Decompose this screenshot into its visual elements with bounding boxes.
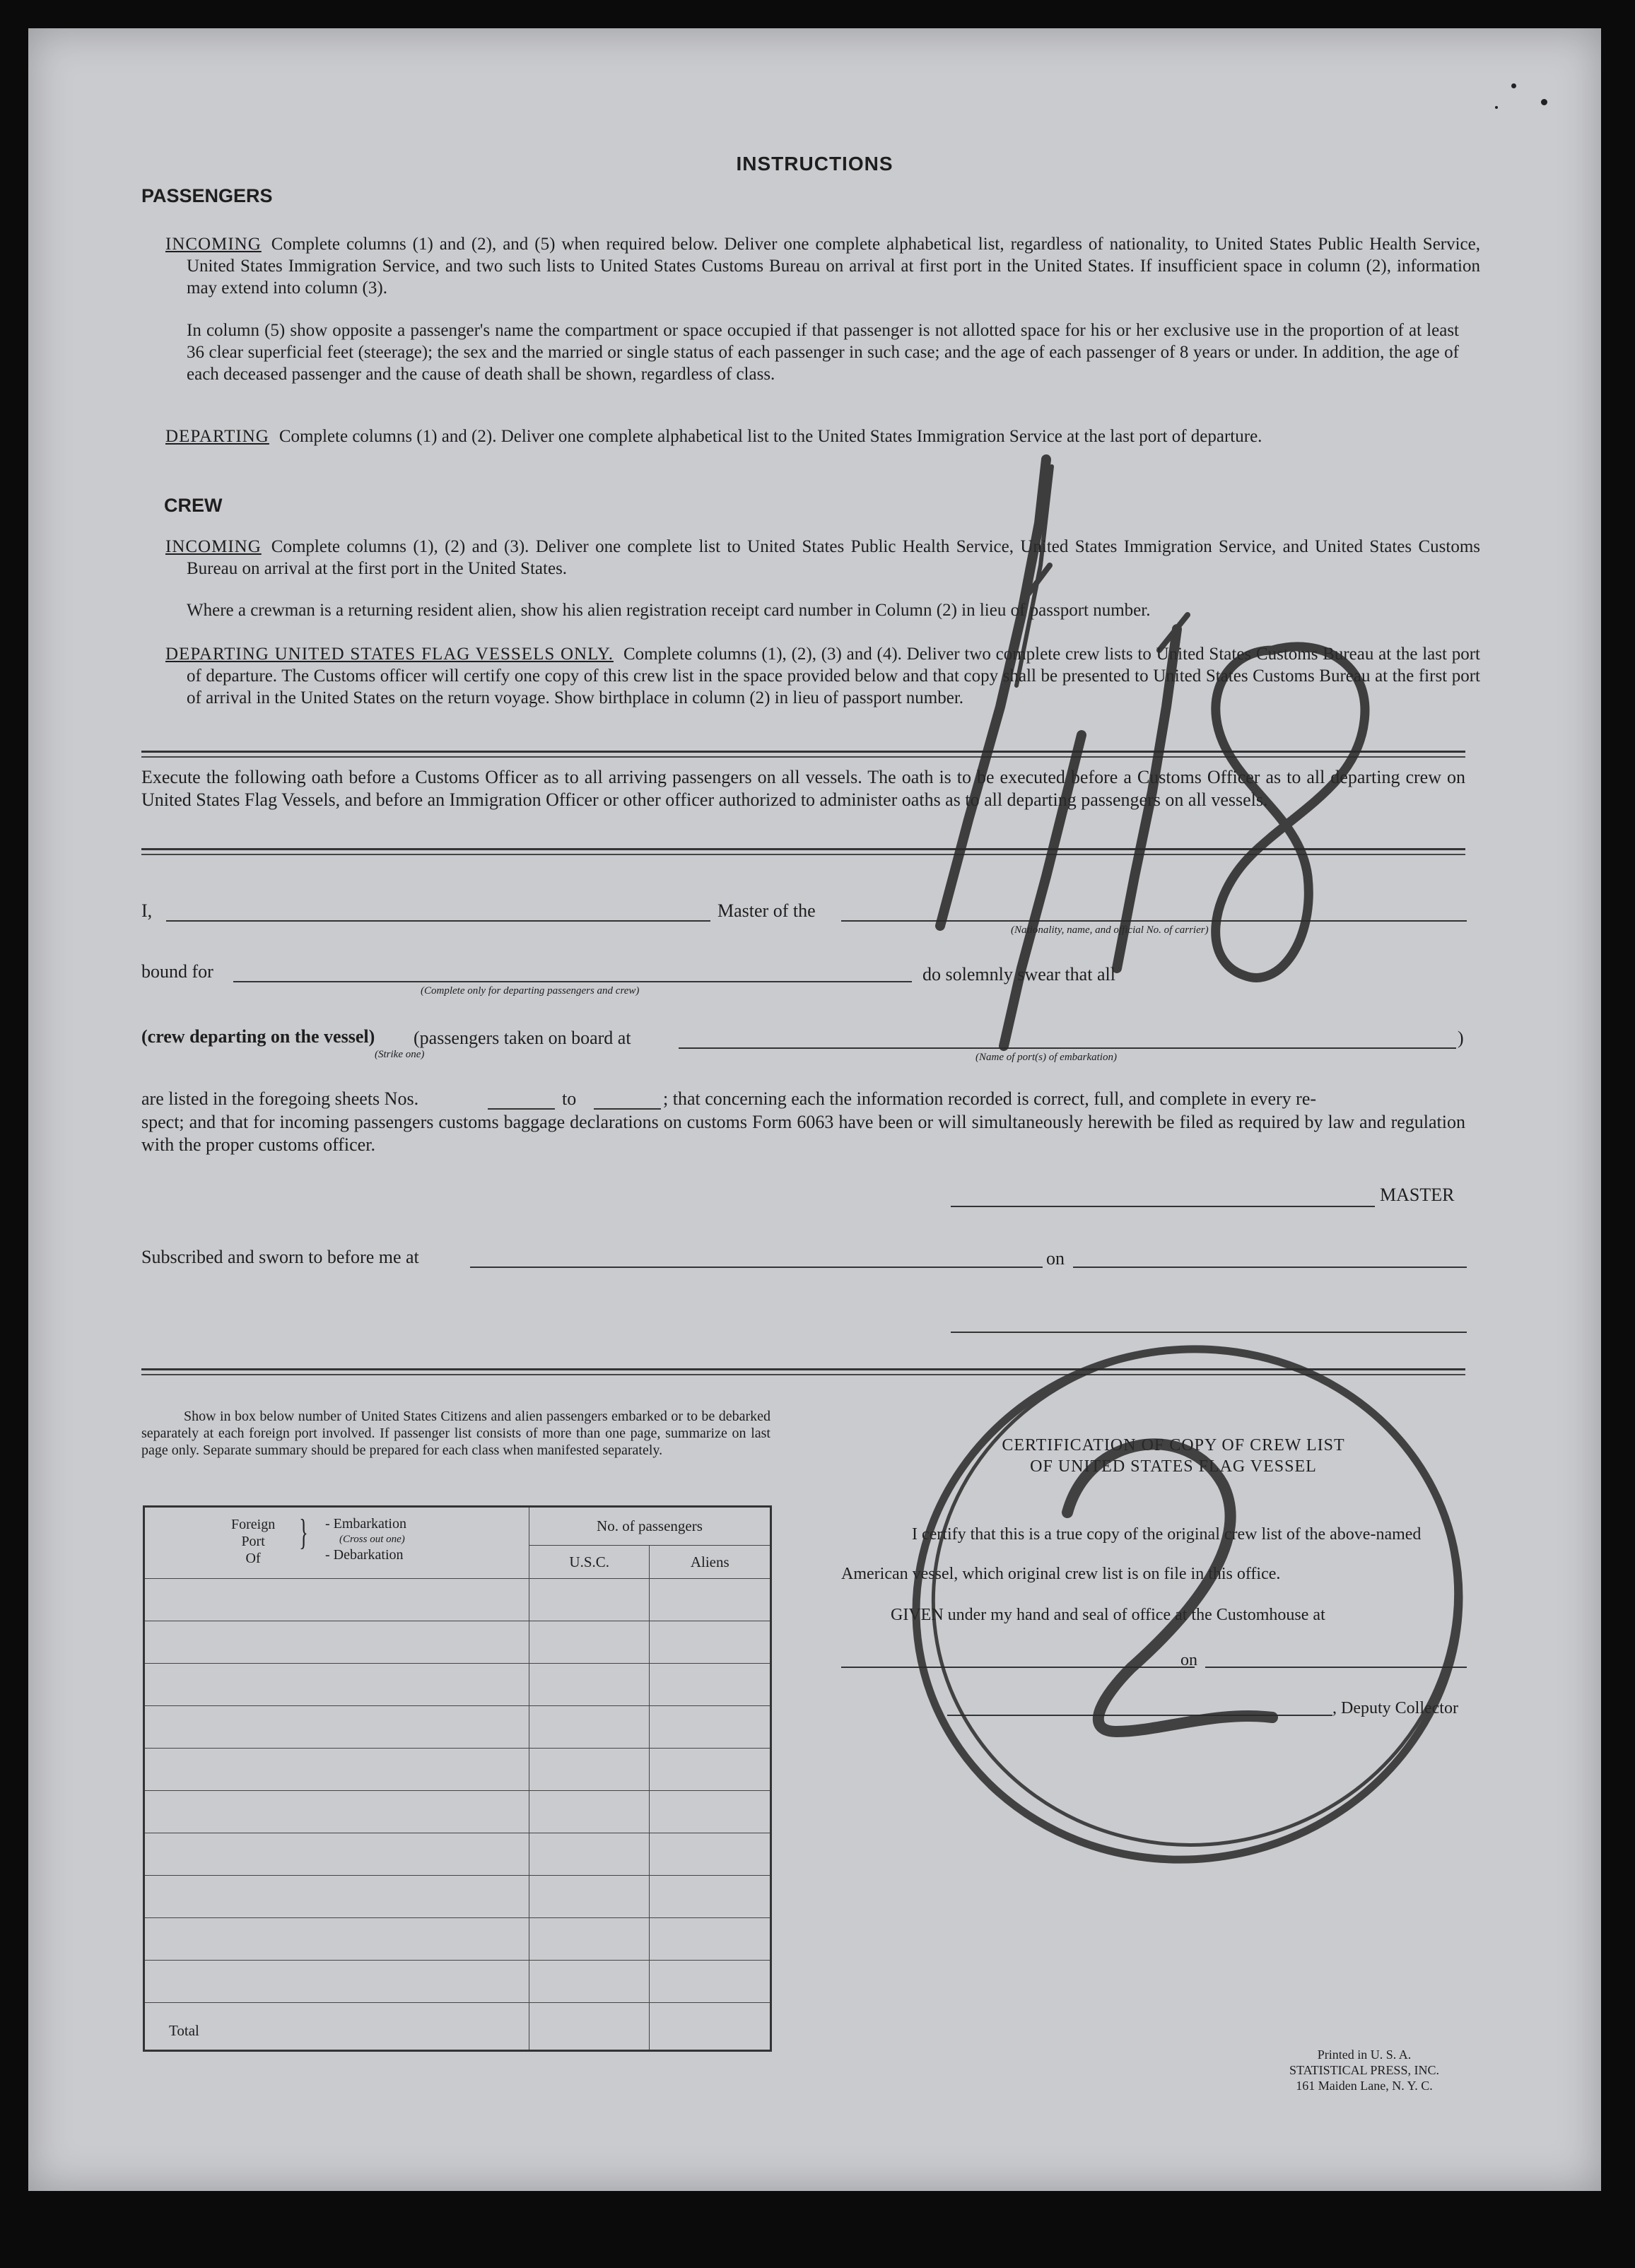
swear-text: do solemnly swear that all — [922, 964, 1115, 985]
speck — [1511, 83, 1516, 88]
crew-departing-instruction — [165, 643, 1480, 709]
section-heading-crew: CREW — [164, 495, 223, 516]
cert-on-label: on — [1180, 1651, 1197, 1669]
divider — [141, 751, 1465, 753]
aliens-total-cell[interactable] — [650, 2003, 771, 2051]
passengers-departing-instruction — [165, 425, 1480, 447]
bound-for-label: bound for — [141, 961, 213, 982]
listed-text-a: are listed in the foregoing sheets Nos. — [141, 1088, 419, 1109]
section-heading-passengers: PASSENGERS — [141, 185, 273, 206]
crew-departing-option: (crew departing on the vessel) — [141, 1026, 375, 1047]
port-cell[interactable] — [144, 1918, 529, 1961]
port-header-cell — [144, 1507, 529, 1579]
aliens-cell[interactable] — [650, 1833, 771, 1876]
port-cell[interactable] — [144, 1706, 529, 1749]
port-cell[interactable] — [144, 1579, 529, 1621]
usc-header: U.S.C. — [529, 1546, 650, 1579]
aliens-cell[interactable] — [650, 1918, 771, 1961]
speck — [1541, 99, 1547, 105]
certify-line-1: I certify that this is a true copy of the original crew list of the above-named — [912, 1525, 1422, 1544]
sworn-date-field[interactable] — [1073, 1267, 1467, 1268]
aliens-cell[interactable] — [650, 1749, 771, 1791]
port-cell[interactable] — [144, 1664, 529, 1706]
aliens-cell[interactable] — [650, 1791, 771, 1833]
form-sheet — [28, 28, 1601, 2191]
divider — [141, 848, 1465, 850]
close-paren: ) — [1458, 1028, 1464, 1048]
sworn-place-field[interactable] — [470, 1267, 1043, 1268]
port-label: Port — [241, 1534, 265, 1549]
crew-departing-label: DEPARTING UNITED STATES FLAG VESSELS ONLY. — [165, 645, 614, 664]
listed-text-c: spect; and that for incoming passengers customs baggage declarations on customs Form 6063 have been or will simultaneously herewith be filed as required by law and regulation with the proper customs officer. — [141, 1112, 1465, 1155]
incoming-label: INCOMING — [165, 235, 262, 254]
printer-line-3: 161 Maiden Lane, N. Y. C. — [1296, 2079, 1433, 2093]
summary-instructions: Show in box below number of United States Citizens and alien passengers embarked or to be debarked separately at each foreign port involved. If passenger list consists of more than one page, summarize on last page only. Separate summary should be prepared for each class when manifested separately. — [141, 1409, 770, 1458]
customhouse-field[interactable] — [841, 1667, 1195, 1668]
printer-line-2: STATISTICAL PRESS, INC. — [1289, 2063, 1439, 2077]
incoming-text: Complete columns (1) and (2), and (5) when required below. Deliver one complete alphabetical list, regardless of nationality, to United States Public Health Service, United States Immigration Service, and two such lists to United States Customs Bureau on arrival at first port in the United States. If insufficient space in column (2), information may extend into column (3). — [187, 235, 1480, 298]
master-signature-field[interactable] — [951, 1206, 1375, 1207]
aliens-header: Aliens — [650, 1546, 771, 1579]
passengers-incoming-instruction — [165, 233, 1480, 299]
divider — [141, 1374, 1465, 1375]
column5-text: In column (5) show opposite a passenger's name the compartment or space occupied if that passenger is not allotted space for his or her exclusive use in the proportion of at least 36 clear superficial feet (steerage); the sex and the married or single status of each passenger in such case; and the age of each passenger of 8 years or under. In addition, the age of each deceased passenger and the cause of death shall be shown, regardless of class. — [187, 321, 1459, 384]
sheet-to-field[interactable] — [594, 1108, 661, 1110]
crew-departing-text: Complete columns (1), (2), (3) and (4). Deliver two complete crew lists to United States Customs Bureau at the last port of departure. The Customs officer will certify one copy of this crew list in the space provided below and that copy shall be presented to United States Customs Bureau at the first port of arrival in the United States on the return voyage. Show birthplace in column (2) in lieu of passport number. — [187, 645, 1480, 707]
cert-date-field[interactable] — [1205, 1667, 1467, 1668]
departing-text: Complete columns (1) and (2). Deliver one complete alphabetical list to the United States Immigration Service at the last port of departure. — [279, 427, 1262, 446]
resident-alien-instruction — [187, 599, 1459, 621]
oath-i-label: I, — [141, 900, 153, 921]
usc-total-cell[interactable] — [529, 2003, 650, 2051]
departing-label: DEPARTING — [165, 427, 269, 446]
usc-cell[interactable] — [529, 1833, 650, 1876]
divider — [141, 1368, 1465, 1370]
subscribed-label: Subscribed and sworn to before me at — [141, 1247, 419, 1267]
strike-one-caption: (Strike one) — [375, 1049, 425, 1060]
speck — [1495, 106, 1498, 109]
port-cell[interactable] — [144, 1833, 529, 1876]
aliens-cell[interactable] — [650, 1621, 771, 1664]
usc-cell[interactable] — [529, 1918, 650, 1961]
total-label: Total — [144, 2003, 529, 2051]
on-label: on — [1046, 1248, 1065, 1269]
certification-title — [869, 1435, 1477, 1477]
usc-cell[interactable] — [529, 1791, 650, 1833]
aliens-cell[interactable] — [650, 1664, 771, 1706]
passenger-summary-table — [143, 1505, 772, 2052]
printer-imprint — [1230, 2047, 1499, 2093]
usc-cell[interactable] — [529, 1579, 650, 1621]
port-cell[interactable] — [144, 1876, 529, 1918]
port-caption: (Name of port(s) of embarkation) — [975, 1052, 1117, 1063]
brace-icon: } — [299, 1512, 308, 1553]
port-cell[interactable] — [144, 1791, 529, 1833]
port-cell[interactable] — [144, 1749, 529, 1791]
port-cell[interactable] — [144, 1621, 529, 1664]
officer-signature-field[interactable] — [951, 1332, 1467, 1333]
listed-to: to — [562, 1088, 577, 1109]
foreign-label: Foreign — [231, 1517, 276, 1532]
master-label: MASTER — [1380, 1185, 1455, 1205]
aliens-cell[interactable] — [650, 1961, 771, 2003]
carrier-caption: (Nationality, name, and official No. of carrier) — [1011, 924, 1209, 936]
deputy-signature-field[interactable] — [947, 1715, 1332, 1716]
resident-text: Where a crewman is a returning resident alien, show his alien registration receipt card number in Column (2) in lieu of passport number. — [187, 601, 1151, 620]
crew-incoming-text: Complete columns (1), (2) and (3). Deliver one complete list to United States Public Health Service, United States Immigration Service, and United States Customs Bureau on arrival at the first port in the United States. — [187, 537, 1480, 578]
divider — [141, 854, 1465, 855]
bound-for-field[interactable] — [233, 981, 912, 982]
debarkation-label: - Debarkation — [325, 1547, 404, 1563]
usc-cell[interactable] — [529, 1664, 650, 1706]
page-title: INSTRUCTIONS — [736, 153, 893, 175]
sheet-from-field[interactable] — [488, 1108, 555, 1110]
certification-title-line-2: OF UNITED STATES FLAG VESSEL — [1030, 1457, 1317, 1476]
aliens-cell[interactable] — [650, 1706, 771, 1749]
divider — [141, 756, 1465, 758]
deputy-collector-label: , Deputy Collector — [1332, 1699, 1458, 1717]
crew-incoming-label: INCOMING — [165, 537, 262, 556]
embarkation-port-field[interactable] — [679, 1047, 1456, 1049]
usc-cell[interactable] — [529, 1961, 650, 2003]
usc-cell[interactable] — [529, 1749, 650, 1791]
embarkation-label: - Embarkation — [325, 1516, 406, 1532]
carrier-field[interactable] — [841, 920, 1467, 922]
given-line: GIVEN under my hand and seal of office at the Customhouse at — [891, 1606, 1325, 1624]
usc-cell[interactable] — [529, 1706, 650, 1749]
column5-instruction — [187, 319, 1459, 385]
master-name-field[interactable] — [166, 920, 710, 922]
crew-incoming-instruction — [165, 536, 1480, 580]
passengers-taken-option: (passengers taken on board at — [414, 1028, 631, 1048]
usc-cell[interactable] — [529, 1876, 650, 1918]
no-of-passengers-header: No. of passengers — [529, 1507, 770, 1546]
cross-out-label: (Cross out one) — [339, 1534, 405, 1545]
certify-line-2: American vessel, which original crew list is on file in this office. — [841, 1565, 1281, 1583]
port-cell[interactable] — [144, 1961, 529, 2003]
listed-text-b: ; that concerning each the information recorded is correct, full, and complete in every re- — [663, 1088, 1317, 1109]
usc-cell[interactable] — [529, 1621, 650, 1664]
of-label: Of — [245, 1551, 261, 1566]
oath-intro: Execute the following oath before a Customs Officer as to all arriving passengers on all vessels. The oath is to be executed before a Customs Officer as to all departing crew on United States Flag Vessels, and before an Immigration Officer or other officer authorized to administer oaths as to all departing passengers on all vessels. — [141, 767, 1465, 810]
aliens-cell[interactable] — [650, 1876, 771, 1918]
certification-title-line-1: CERTIFICATION OF COPY OF CREW LIST — [1002, 1436, 1345, 1455]
bound-caption: (Complete only for departing passengers and crew) — [421, 985, 640, 997]
master-of-label: Master of the — [717, 900, 816, 921]
printer-line-1: Printed in U. S. A. — [1317, 2047, 1412, 2062]
aliens-cell[interactable] — [650, 1579, 771, 1621]
